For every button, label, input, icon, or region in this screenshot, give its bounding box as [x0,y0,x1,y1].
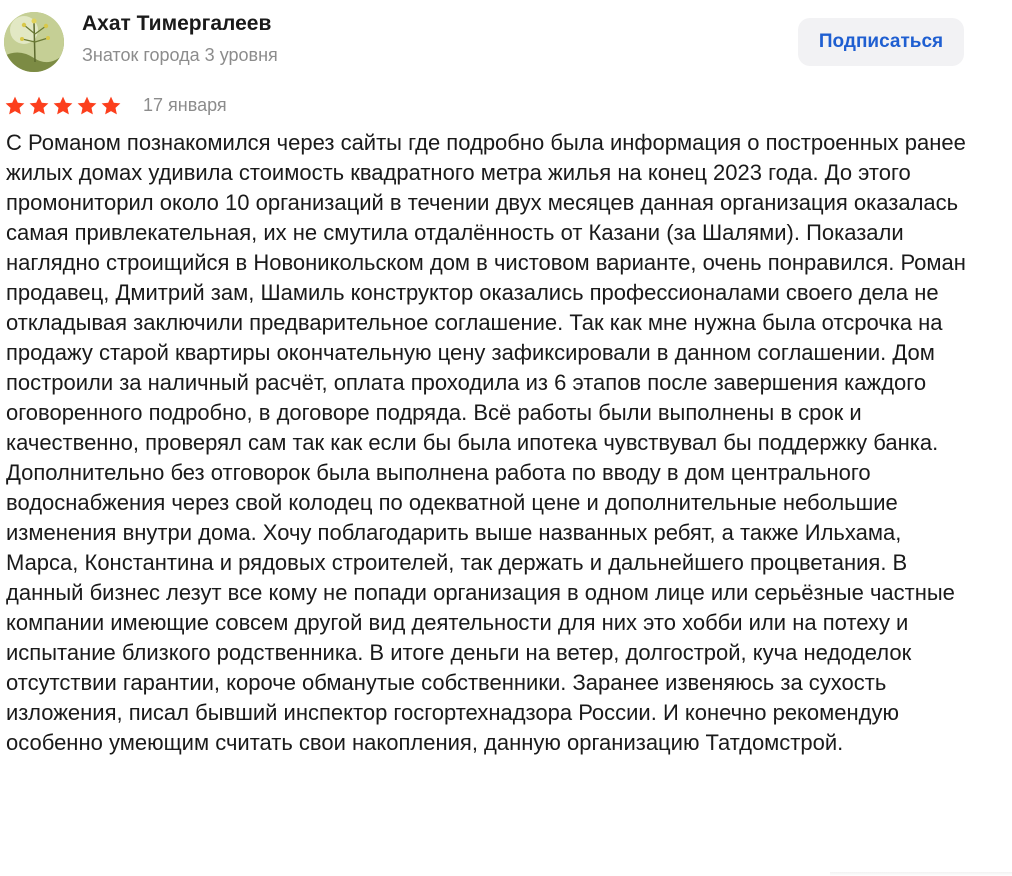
star-icon [28,95,50,117]
avatar[interactable] [4,12,64,72]
divider [830,872,1012,876]
star-icon [4,95,26,117]
review-date: 17 января [143,95,227,115]
star-icon [52,95,74,117]
subscribe-button[interactable]: Подписаться [798,18,964,66]
star-icon [76,95,98,117]
avatar-photo-icon [4,12,64,72]
review-text: С Романом познакомился через сайты где подробно была информация о построенных ранее жилых домах удивила стоимость квадратного метра жилья на конец 2023 года. До этого промониторил около 10 организаций в течении двух месяцев данная организация оказалась самая привлекательная, их не смутила отдалённость от Казани (за Шалями). Показали наглядно строищийся в Новоникольском дом в чистовом варианте, очень понравился. Роман продавец, Дмитрий зам, Шамиль конструктор оказались профессионалами своего дела не откладывая заключили предварительное соглашение. Так как мне нужна была отсрочка на продажу старой квартиры окончательную цену зафиксировали в данном соглашении. Дом построили за наличный расчёт, оплата проходила из 6 этапов после завершения каждого оговоренного подробно, в договоре подряда. Всё работы были выполнены в срок и качественно, проверял сам так как если бы была ипотека чувствувал бы поддержку банка. Дополнительно без отговорок была выполнена работа по вводу в дом центрального водоснабжения через свой колодец по одекватной цене и дополнительные небольшие изменения внутри дома. Хочу поблагодарить выше названных ребят, а также Ильхама, Марса, Константина и рядовых строителей, так держать и дальнейшего процветания. В данный бизнес лезут все кому не попади организация в одном лице или серьёзные частные компании имеющие совсем другой вид деятельности для них это хобби или на потеху и испытание близкого родственника. В итоге деньги на ветер, долгострой, куча недоделок отсутствии гарантии, короче обманутые собственники. Заранее извеняюсь за сухость изложения, писал бывший инспектор госгортехнадзора России. И конечно рекомендую особенно умеющим считать свои накопления, данную организацию Татдомстрой. [6,130,966,755]
star-icon [100,95,122,117]
star-rating [4,93,122,119]
author-level: Знаток города 3 уровня [82,45,278,65]
author-name[interactable]: Ахат Тимергалеев [82,12,272,35]
